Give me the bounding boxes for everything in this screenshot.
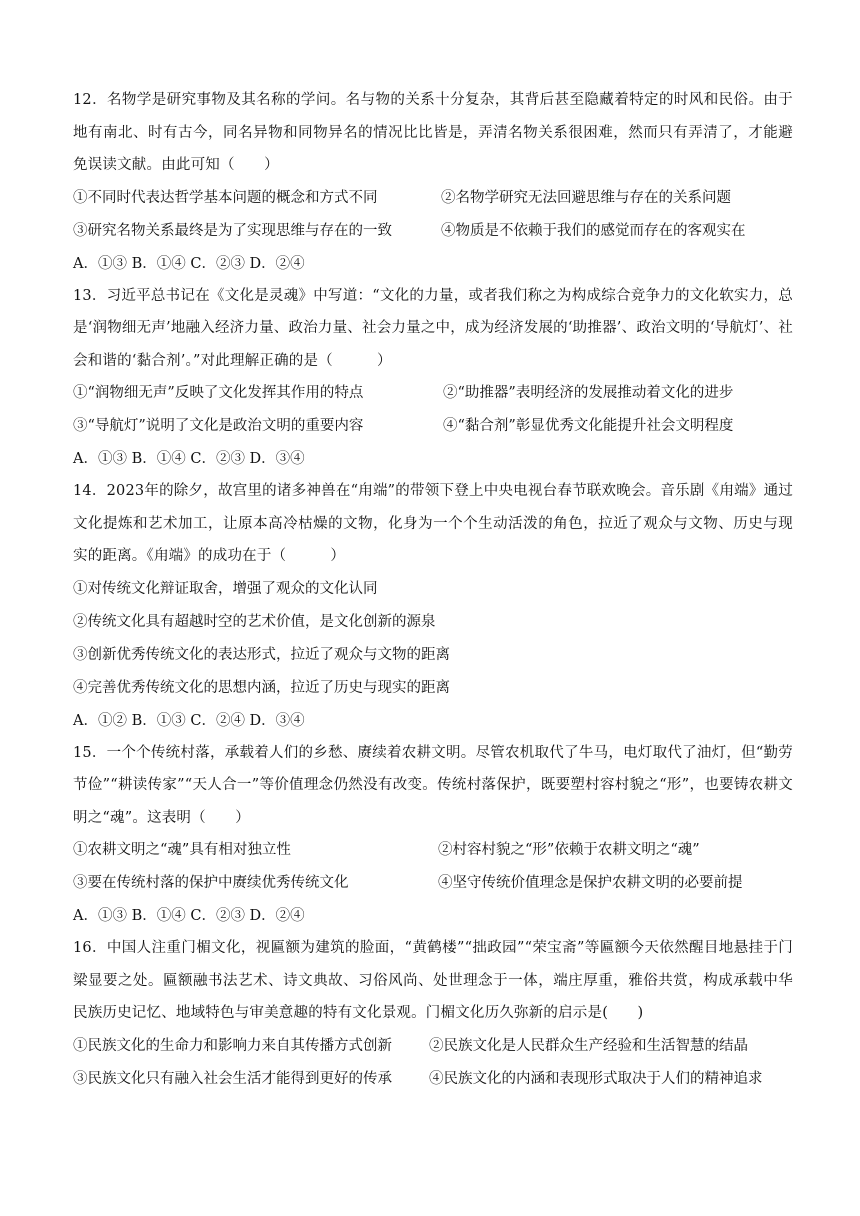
option-2: ②村容村貌之“形”依赖于农耕文明之“魂” bbox=[438, 842, 700, 858]
option-3: ③“导航灯”说明了文化是政治文明的重要内容 bbox=[73, 418, 364, 434]
option-2: ②“助推器”表明经济的发展推动着文化的进步 bbox=[443, 385, 734, 401]
question-12 bbox=[73, 84, 793, 280]
question-stem: 13．习近平总书记在《文化是灵魂》中写道：“文化的力量，或者我们称之为构成综合竞争力的文化软实力，总是‘润物细无声’地融入经济力量、政治力量、社会力量之中，成为经济发展的‘助推器’、政治文明的‘导航灯’、社会和谐的‘黏合剂’。”对此理解正确的是（ ） bbox=[73, 287, 793, 369]
option-4: ④完善优秀传统文化的思想内涵，拉近了历史与现实的距离 bbox=[73, 679, 450, 696]
option-1: ①对传统文化辩证取舍，增强了观众的文化认同 bbox=[73, 580, 378, 597]
option-grid bbox=[73, 182, 793, 248]
question-14 bbox=[73, 475, 793, 737]
answer-choices: A．①③ B．①④ C．②③ D．②④ bbox=[73, 908, 305, 924]
option-4: ④“黏合剂”彰显优秀文化能提升社会文明程度 bbox=[443, 418, 734, 434]
question-stem: 12．名物学是研究事物及其名称的学问。名与物的关系十分复杂，其背后甚至隐藏着特定的时风和民俗。由于地有南北、时有古今，同名异物和同物异名的情况比比皆是，弄清名物关系很困难，然而只有弄清了，才能避免误读文献。由此可知（ ） bbox=[73, 92, 793, 173]
option-2: ②民族文化是人民群众生产经验和生活智慧的结晶 bbox=[429, 1037, 748, 1054]
option-1: ①“润物细无声”反映了文化发挥其作用的特点 bbox=[73, 385, 364, 401]
question-16 bbox=[73, 932, 793, 1096]
option-3: ③要在传统村落的保护中赓续优秀传统文化 bbox=[73, 875, 349, 891]
option-1: ①农耕文明之“魂”具有相对独立性 bbox=[73, 842, 291, 858]
answer-choices: A．①② B．①③ C．②④ D．③④ bbox=[73, 712, 305, 729]
option-4: ④民族文化的内涵和表现形式取决于人们的精神追求 bbox=[429, 1070, 763, 1087]
answer-choices: A．①③ B．①④ C．②③ D．③④ bbox=[73, 451, 305, 467]
option-2: ②名物学研究无法回避思维与存在的关系问题 bbox=[441, 189, 731, 206]
option-1: ①民族文化的生命力和影响力来自其传播方式创新 bbox=[73, 1037, 392, 1054]
option-grid bbox=[73, 834, 793, 900]
question-15 bbox=[73, 737, 793, 933]
exam-page bbox=[73, 84, 793, 1096]
answer-choices: A．①③ B．①④ C．②③ D．②④ bbox=[73, 255, 305, 272]
option-grid bbox=[73, 377, 793, 443]
question-13 bbox=[73, 280, 793, 476]
option-2: ②传统文化具有超越时空的艺术价值，是文化创新的源泉 bbox=[73, 613, 436, 630]
option-3: ③研究名物关系最终是为了实现思维与存在的一致 bbox=[73, 222, 392, 239]
option-4: ④坚守传统价值理念是保护农耕文明的必要前提 bbox=[438, 875, 743, 891]
question-stem: 16．中国人注重门楣文化，视匾额为建筑的脸面，“黄鹤楼”“拙政园”“荣宝斋”等匾额今天依然醒目地悬挂于门梁显要之处。匾额融书法艺术、诗文典故、习俗风尚、处世理念于一体，端庄厚重，雅俗共赏，构成承载中华民族历史记忆、地域特色与审美意趣的特有文化景观。门楣文化历久弥新的启示是( ) bbox=[73, 940, 793, 1021]
option-3: ③民族文化只有融入社会生活才能得到更好的传承 bbox=[73, 1070, 392, 1087]
option-3: ③创新优秀传统文化的表达形式，拉近了观众与文物的距离 bbox=[73, 646, 450, 663]
option-list bbox=[73, 573, 793, 705]
question-stem: 15．一个个传统村落，承载着人们的乡愁、赓续着农耕文明。尽管农机取代了牛马，电灯取代了油灯，但“勤劳节俭”“耕读传家”“天人合一”等价值理念仍然没有改变。传统村落保护，既要塑村容村貌之“形”，也要铸农耕文明之“魂”。这表明（ ） bbox=[73, 744, 793, 826]
question-stem: 14．2023年的除夕，故宫里的诸多神兽在“甪端”的带领下登上中央电视台春节联欢晚会。音乐剧《甪端》通过文化提炼和艺术加工，让原本高冷枯燥的文物，化身为一个个生动活泼的角色，拉近了观众与文物、历史与现实的距离。《甪端》的成功在于（ ） bbox=[73, 483, 793, 564]
option-grid bbox=[73, 1030, 793, 1096]
option-1: ①不同时代表达哲学基本问题的概念和方式不同 bbox=[73, 189, 378, 206]
option-4: ④物质是不依赖于我们的感觉而存在的客观实在 bbox=[441, 222, 746, 239]
